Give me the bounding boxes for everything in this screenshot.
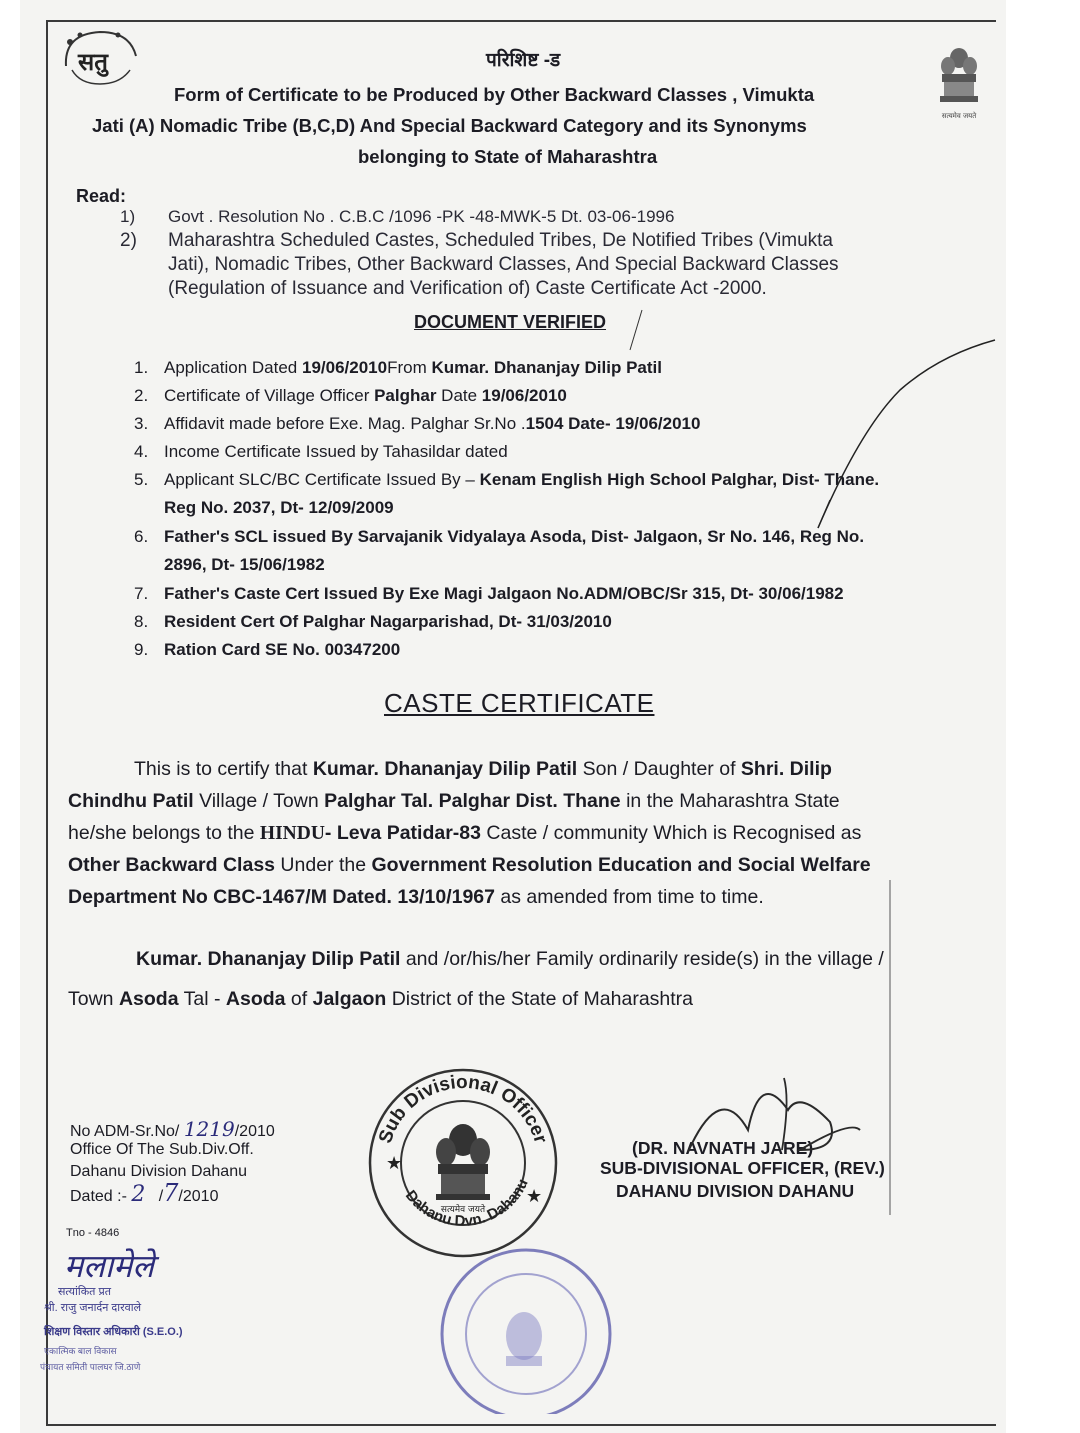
annexure-label: परिशिष्ट -ड: [486, 50, 561, 71]
read-item-1-num: 1): [120, 207, 136, 226]
handwritten-signature: मलामेले: [64, 1247, 154, 1285]
issuing-office: Office Of The Sub.Div.Off.: [70, 1141, 254, 1158]
satu-logo: [58, 26, 142, 90]
document-item-1: 1. Application Dated 19/06/2010From Kumar. Dhananjay Dilip Patil: [134, 358, 662, 377]
read-item-2-num: 2): [120, 230, 137, 251]
read-item-2-line2: Jati), Nomadic Tribes, Other Backward Classes, And Special Backward Classes: [168, 254, 839, 275]
certificate-para1-line1: This is to certify that Kumar. Dhananjay Dilip Patil Son / Daughter of Shri. Dilip: [134, 758, 832, 780]
secondary-stamp: [426, 1244, 626, 1414]
document-item-6: 6. Father's SCL issued By Sarvajanik Vidyalaya Asoda, Dist- Jalgaon, Sr No. 146, Reg No.: [134, 527, 865, 546]
certificate-para1-line3: he/she belongs to the HINDU- Leva Patidar-83 Caste / community Which is Recognised as: [68, 822, 862, 844]
form-title-line2: Jati (A) Nomadic Tribe (B,C,D) And Special Backward Category and its Synonyms: [92, 115, 807, 136]
attest-line-2: श्री. राजु जनार्दन दारवाले: [44, 1302, 142, 1314]
official-seal: [366, 1066, 560, 1260]
document-item-3: 3. Affidavit made before Exe. Mag. Palghar Sr.No .1504 Date- 19/06/2010: [134, 414, 701, 433]
seal-caption: सत्यमेव जयते: [440, 1205, 486, 1215]
document-item-7: 7. Father's Caste Cert Issued By Exe Magi Jalgaon No.ADM/OBC/Sr 315, Dt- 30/06/1982: [134, 584, 844, 603]
attest-line-4: एकात्मिक बाल विकास: [44, 1346, 117, 1356]
document-item-8: 8. Resident Cert Of Palghar Nagarparishad, Dt- 31/03/2010: [134, 612, 612, 631]
document-item-6-continued: 2896, Dt- 15/06/1982: [164, 555, 325, 574]
seal-ring-bottom: Dahanu Dvn. Dahanu: [401, 1176, 532, 1230]
attest-line-3: शिक्षण विस्तार अधिकारी (S.E.O.): [44, 1326, 183, 1338]
issuing-division: Dahanu Division Dahanu: [70, 1163, 247, 1180]
read-item-1: Govt . Resolution No . C.B.C /1096 -PK -48-MWK-5 Dt. 03-06-1996: [168, 207, 675, 226]
signatory-office: DAHANU DIVISION DAHANU: [616, 1181, 855, 1201]
emblem-caption: सत्यमेव जयते: [941, 112, 977, 120]
document-item-9: 9. Ration Card SE No. 00347200: [134, 640, 401, 659]
documents-verified-title: DOCUMENT VERIFIED: [414, 312, 607, 332]
signatory-name: (DR. NAVNATH JARE): [632, 1138, 814, 1158]
document-item-5-continued: Reg No. 2037, Dt- 12/09/2009: [164, 498, 394, 517]
form-title-line3: belonging to State of Maharashtra: [358, 146, 658, 167]
national-emblem-icon: [934, 44, 984, 124]
seal-ring-top: Sub Divisional Officer: [374, 1071, 552, 1146]
read-item-2-line3: (Regulation of Issuance and Verification of) Caste Certificate Act -2000.: [168, 278, 767, 299]
document-item-2: 2. Certificate of Village Officer Palghar Date 19/06/2010: [134, 386, 567, 405]
certificate-para1-line4: Other Backward Class Under the Government Resolution Education and Social Welfare: [68, 854, 871, 876]
certificate-para2-line1: Kumar. Dhananjay Dilip Patil and /or/his/her Family ordinarily reside(s) in the village /: [136, 948, 884, 970]
read-item-2-line1: Maharashtra Scheduled Castes, Scheduled Tribes, De Notified Tribes (Vimukta: [168, 230, 833, 251]
token-number: Tno - 4846: [66, 1227, 120, 1239]
signatory-designation: SUB-DIVISIONAL OFFICER, (REV.): [600, 1158, 885, 1178]
star-icon: ★: [526, 1186, 543, 1206]
document-item-4: 4. Income Certificate Issued by Tahasildar dated: [134, 442, 508, 461]
certificate-para1-line2: Chindhu Patil Village / Town Palghar Tal. Palghar Dist. Thane in the Maharashtra State: [68, 790, 840, 812]
issue-date: Dated :- 2 /7/2010: [70, 1179, 219, 1207]
attest-line-5: पंचायत समिती पालघर जि.ठाणे: [40, 1362, 141, 1372]
certificate-number: No ADM-Sr.No/ 1219/2010: [70, 1117, 275, 1141]
certificate-para2-line2: Town Asoda Tal - Asoda of Jalgaon District of the State of Maharashtra: [68, 988, 694, 1010]
read-label: Read:: [76, 186, 127, 206]
logo-text: सतु: [78, 48, 108, 76]
certificate-para1-line5: Department No CBC-1467/M Dated. 13/10/1967 as amended from time to time.: [68, 886, 764, 908]
certificate-title: CASTE CERTIFICATE: [384, 688, 655, 718]
attest-line-1: सत्यांकित प्रत: [58, 1286, 112, 1298]
document-item-5: 5. Applicant SLC/BC Certificate Issued By – Kenam English High School Palghar, Dist- Thane.: [134, 470, 880, 489]
form-title-line1: Form of Certificate to be Produced by Other Backward Classes , Vimukta: [174, 84, 815, 105]
star-icon: ★: [386, 1153, 403, 1173]
